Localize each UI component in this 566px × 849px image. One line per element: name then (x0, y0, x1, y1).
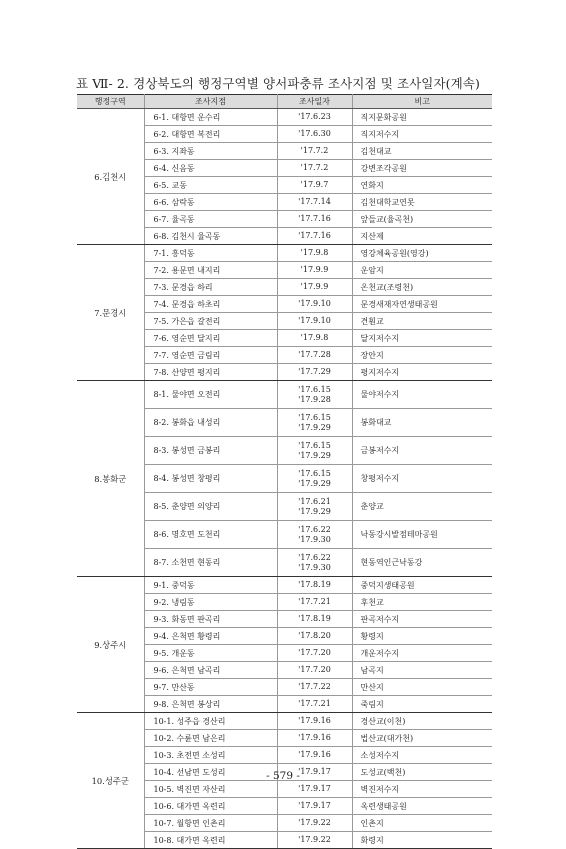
note-cell: 운암지 (352, 262, 492, 279)
site-cell: 7-7. 영순면 금림리 (144, 347, 277, 364)
date-cell (277, 465, 352, 493)
note-cell: 달지저수지 (352, 330, 492, 347)
date-cell (277, 730, 352, 747)
note-cell: 봉화대교 (352, 409, 492, 437)
note-cell: 낙동강시발점테마공원 (352, 521, 492, 549)
table-row (77, 713, 492, 730)
note-cell: 강변조각공원 (352, 160, 492, 177)
table-body (77, 109, 492, 849)
note-cell: 연화지 (352, 177, 492, 194)
survey-date: '17.9.16 (298, 750, 331, 759)
survey-date: '17.9.10 (298, 316, 331, 325)
site-cell: 10-6. 대가면 옥련리 (144, 798, 277, 815)
site-cell: 10-3. 초전면 소성리 (144, 747, 277, 764)
region-cell: 7.문경시 (77, 245, 144, 381)
survey-date: '17.9.10 (298, 299, 331, 308)
table-title: 표 Ⅶ- 2. 경상북도의 행정구역별 양서파충류 조사지점 및 조사일자(계속) (76, 76, 480, 91)
date-cell (277, 409, 352, 437)
site-cell: 9-3. 화동면 판곡리 (144, 611, 277, 628)
note-cell: 소성저수지 (352, 747, 492, 764)
site-cell: 9-6. 은척면 남곡리 (144, 662, 277, 679)
survey-date: '17.9.28 (298, 394, 331, 404)
date-cell (277, 521, 352, 549)
note-cell: 직지문화공원 (352, 109, 492, 126)
survey-date: '17.9.30 (298, 534, 331, 544)
site-cell: 6-8. 김천시 율곡동 (144, 228, 277, 245)
survey-date: '17.9.16 (298, 716, 331, 725)
survey-table (77, 94, 492, 849)
site-cell: 10-4. 선남면 도성리 (144, 764, 277, 781)
date-cell (277, 262, 352, 279)
site-cell: 6-1. 대항면 운수리 (144, 109, 277, 126)
date-cell (277, 126, 352, 143)
site-cell: 10-7. 월항면 인촌리 (144, 815, 277, 832)
survey-date: '17.9.17 (298, 767, 331, 776)
note-cell: 견훤교 (352, 313, 492, 330)
date-cell (277, 381, 352, 409)
site-cell: 9-8. 은척면 봉상리 (144, 696, 277, 713)
note-cell: 지산제 (352, 228, 492, 245)
note-cell: 금봉저수지 (352, 437, 492, 465)
date-cell (277, 437, 352, 465)
survey-date: '17.6.15 (298, 412, 331, 422)
site-cell: 9-1. 중덕동 (144, 577, 277, 594)
site-cell: 7-4. 문경읍 하초리 (144, 296, 277, 313)
date-cell (277, 211, 352, 228)
region-cell: 8.봉화군 (77, 381, 144, 577)
site-cell: 6-6. 삼락동 (144, 194, 277, 211)
date-cell (277, 549, 352, 577)
site-cell: 8-5. 춘양면 의양리 (144, 493, 277, 521)
survey-date: '17.7.16 (298, 214, 331, 223)
survey-date: '17.7.2 (300, 146, 329, 155)
date-cell (277, 696, 352, 713)
survey-date: '17.7.20 (298, 648, 331, 657)
note-cell: 현동역인근낙동강 (352, 549, 492, 577)
date-cell (277, 747, 352, 764)
site-cell: 7-5. 가은읍 갈전리 (144, 313, 277, 330)
table-row (77, 109, 492, 126)
header-date: 조사일자 (277, 95, 352, 109)
survey-date: '17.7.28 (298, 350, 331, 359)
survey-date: '17.9.8 (300, 333, 329, 342)
header-site: 조사지점 (144, 95, 277, 109)
survey-date: '17.6.15 (298, 384, 331, 394)
survey-date: '17.8.20 (298, 631, 331, 640)
region-cell: 9.상주시 (77, 577, 144, 713)
survey-date: '17.7.14 (298, 197, 331, 206)
survey-date: '17.9.30 (298, 562, 331, 572)
site-cell: 10-8. 대가면 옥련리 (144, 832, 277, 849)
table-row (77, 245, 492, 262)
header-note: 비고 (352, 95, 492, 109)
survey-date: '17.9.17 (298, 784, 331, 793)
date-cell (277, 594, 352, 611)
date-cell (277, 832, 352, 849)
date-cell (277, 143, 352, 160)
date-cell (277, 679, 352, 696)
note-cell: 옥련생태공원 (352, 798, 492, 815)
survey-date: '17.9.7 (300, 180, 329, 189)
date-cell (277, 279, 352, 296)
site-cell: 8-1. 물야면 오전리 (144, 381, 277, 409)
note-cell: 만산지 (352, 679, 492, 696)
note-cell: 물야저수지 (352, 381, 492, 409)
date-cell (277, 245, 352, 262)
site-cell: 8-3. 봉성면 금봉리 (144, 437, 277, 465)
date-cell (277, 662, 352, 679)
site-cell: 6-5. 교동 (144, 177, 277, 194)
site-cell: 10-1. 성주읍 경산리 (144, 713, 277, 730)
date-cell (277, 645, 352, 662)
survey-date: '17.9.9 (300, 282, 329, 291)
date-cell (277, 798, 352, 815)
date-cell (277, 330, 352, 347)
date-cell (277, 713, 352, 730)
date-cell (277, 177, 352, 194)
site-cell: 7-2. 용문면 내지리 (144, 262, 277, 279)
note-cell: 경산교(이천) (352, 713, 492, 730)
site-cell: 8-4. 봉성면 창평리 (144, 465, 277, 493)
table-row (77, 381, 492, 409)
note-cell: 황령지 (352, 628, 492, 645)
note-cell: 도성교(백천) (352, 764, 492, 781)
site-cell: 9-2. 냉림동 (144, 594, 277, 611)
note-cell: 영강체육공원(영강) (352, 245, 492, 262)
site-cell: 9-4. 은척면 황령리 (144, 628, 277, 645)
survey-date: '17.7.22 (298, 682, 331, 691)
site-cell: 7-3. 문경읍 하리 (144, 279, 277, 296)
note-cell: 중덕지생태공원 (352, 577, 492, 594)
date-cell (277, 628, 352, 645)
survey-date: '17.6.22 (298, 524, 331, 534)
site-cell: 6-4. 신음동 (144, 160, 277, 177)
survey-date: '17.9.8 (300, 248, 329, 257)
survey-date: '17.7.2 (300, 163, 329, 172)
header-row (77, 95, 492, 109)
region-cell: 10.성주군 (77, 713, 144, 849)
site-cell: 9-5. 개운동 (144, 645, 277, 662)
site-cell: 8-6. 명호면 도천리 (144, 521, 277, 549)
survey-date: '17.9.16 (298, 733, 331, 742)
note-cell: 장안지 (352, 347, 492, 364)
site-cell: 7-8. 산양면 평지리 (144, 364, 277, 381)
note-cell: 김천대교 (352, 143, 492, 160)
survey-date: '17.6.21 (298, 496, 331, 506)
site-cell: 6-2. 대항면 복전리 (144, 126, 277, 143)
note-cell: 문경새재자연생태공원 (352, 296, 492, 313)
note-cell: 벽진저수지 (352, 781, 492, 798)
date-cell (277, 611, 352, 628)
note-cell: 인촌지 (352, 815, 492, 832)
survey-date: '17.6.30 (298, 129, 331, 138)
site-cell: 8-7. 소천면 현동리 (144, 549, 277, 577)
date-cell (277, 109, 352, 126)
survey-date: '17.9.22 (298, 835, 331, 844)
survey-date: '17.9.29 (298, 478, 331, 488)
note-cell: 김천대학교연못 (352, 194, 492, 211)
note-cell: 후천교 (352, 594, 492, 611)
date-cell (277, 815, 352, 832)
note-cell: 앞들교(율곡천) (352, 211, 492, 228)
date-cell (277, 347, 352, 364)
site-cell: 10-5. 벽진면 자산리 (144, 781, 277, 798)
date-cell (277, 194, 352, 211)
site-cell: 7-6. 영순면 달지리 (144, 330, 277, 347)
survey-date: '17.9.17 (298, 801, 331, 810)
site-cell: 8-2. 봉화읍 내성리 (144, 409, 277, 437)
page-number: - 579 - (266, 770, 300, 782)
survey-date: '17.9.29 (298, 422, 331, 432)
header-region: 행정구역 (77, 95, 144, 109)
note-cell: 춘양교 (352, 493, 492, 521)
table-row (77, 577, 492, 594)
survey-date: '17.9.9 (300, 265, 329, 274)
note-cell: 평지저수지 (352, 364, 492, 381)
note-cell: 법산교(대가천) (352, 730, 492, 747)
site-cell: 6-3. 지좌동 (144, 143, 277, 160)
survey-date: '17.9.22 (298, 818, 331, 827)
site-cell: 7-1. 흥덕동 (144, 245, 277, 262)
site-cell: 10-2. 수륜면 남은리 (144, 730, 277, 747)
site-cell: 9-7. 만산동 (144, 679, 277, 696)
note-cell: 창평저수지 (352, 465, 492, 493)
survey-date: '17.6.15 (298, 468, 331, 478)
note-cell: 화령지 (352, 832, 492, 849)
survey-date: '17.9.29 (298, 506, 331, 516)
date-cell (277, 493, 352, 521)
note-cell: 온천교(조령천) (352, 279, 492, 296)
survey-date: '17.7.21 (298, 597, 331, 606)
date-cell (277, 313, 352, 330)
note-cell: 남곡지 (352, 662, 492, 679)
survey-date: '17.9.29 (298, 450, 331, 460)
survey-date: '17.6.23 (298, 112, 331, 121)
survey-date: '17.7.29 (298, 367, 331, 376)
site-cell: 6-7. 율곡동 (144, 211, 277, 228)
date-cell (277, 781, 352, 798)
survey-date: '17.6.22 (298, 552, 331, 562)
note-cell: 개운저수지 (352, 645, 492, 662)
date-cell (277, 228, 352, 245)
region-cell: 6.김천시 (77, 109, 144, 245)
date-cell (277, 160, 352, 177)
survey-date: '17.8.19 (298, 580, 331, 589)
note-cell: 판곡저수지 (352, 611, 492, 628)
date-cell (277, 296, 352, 313)
note-cell: 죽림지 (352, 696, 492, 713)
survey-date: '17.6.15 (298, 440, 331, 450)
survey-date: '17.7.20 (298, 665, 331, 674)
survey-date: '17.8.19 (298, 614, 331, 623)
survey-date: '17.7.16 (298, 231, 331, 240)
date-cell (277, 577, 352, 594)
date-cell (277, 364, 352, 381)
note-cell: 직지저수지 (352, 126, 492, 143)
survey-date: '17.7.21 (298, 699, 331, 708)
